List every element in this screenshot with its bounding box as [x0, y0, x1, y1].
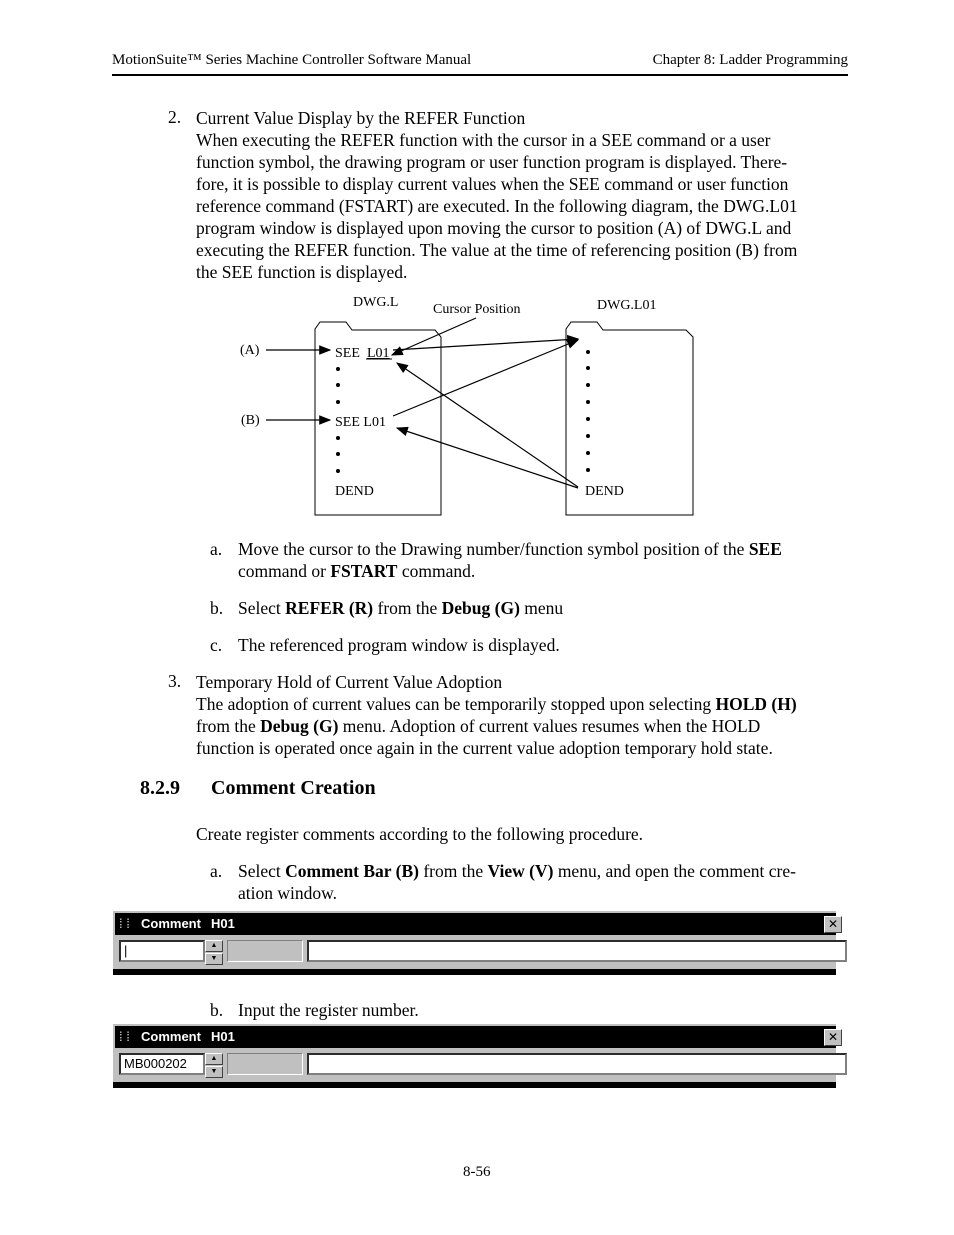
step-bold: FSTART — [330, 561, 398, 581]
step-bold: SEE — [748, 539, 782, 559]
comment-bar-title: Comment — [141, 916, 201, 931]
item2-line: the SEE function is displayed. — [196, 262, 408, 282]
arrow-b-to-right — [393, 340, 578, 416]
label-a: (A) — [240, 343, 260, 358]
item2-line: fore, it is possible to display current values when the SEE command or user function — [196, 174, 789, 194]
left-window-title: DWG.L — [353, 295, 399, 310]
comment-bar-window — [113, 1024, 839, 1088]
comment-bar-register: H01 — [211, 1029, 235, 1044]
step-text: menu, and open the comment cre- — [553, 861, 796, 881]
item2-line: reference command (FSTART) are executed. In the following diagram, the DWG.L01 — [196, 196, 798, 216]
grip-icon: ⁞ ⁞ — [119, 1029, 130, 1044]
right-window-dots — [586, 350, 590, 472]
item3-text: function is operated once again in the current value adoption temporary hold state. — [196, 738, 773, 758]
comment-text-input[interactable] — [307, 1053, 847, 1075]
section-intro: Create register comments according to the following procedure. — [196, 824, 644, 844]
spin-down-icon[interactable]: ▼ — [205, 1066, 223, 1078]
item2-title: Current Value Display by the REFER Function — [196, 108, 526, 128]
refer-step-a-marker: a. — [210, 539, 223, 559]
item3-bold: Debug (G) — [260, 716, 339, 736]
refer-step-b — [238, 597, 563, 619]
section-title: Comment Creation — [211, 777, 376, 799]
refer-step-c-marker: c. — [210, 635, 223, 655]
header-chapter: Chapter 8: Ladder Programming — [652, 52, 848, 68]
comment-bar-title: Comment — [141, 1029, 201, 1044]
step-text: from the — [373, 598, 442, 618]
section-number: 8.2.9 — [140, 777, 180, 799]
register-value-box — [227, 1053, 303, 1075]
item2-line: function symbol, the drawing program or user function program is displayed. There- — [196, 152, 788, 172]
dend-right: DEND — [585, 484, 624, 499]
comment-bar-titlebar[interactable] — [115, 1026, 839, 1048]
page-number: 8-56 — [463, 1164, 491, 1180]
comment-text-input[interactable] — [307, 940, 847, 962]
step-text: menu — [519, 598, 564, 618]
close-icon[interactable]: ✕ — [824, 916, 842, 933]
item3-block — [196, 671, 846, 759]
spin-down-icon[interactable]: ▼ — [205, 953, 223, 965]
register-number-input[interactable]: | — [119, 940, 205, 962]
register-number-input[interactable]: MB000202 — [119, 1053, 205, 1075]
see-a-prefix: SEE — [335, 346, 360, 361]
step-text: Select — [238, 598, 286, 618]
step-text: from the — [418, 861, 488, 881]
step-bold: Debug (G) — [441, 598, 520, 618]
item3-bold: HOLD (H) — [715, 694, 797, 714]
comment-bar-bottom-edge — [113, 969, 836, 975]
arrow-a-to-right — [393, 339, 578, 350]
refer-step-c: The referenced program window is displayed. — [238, 635, 560, 655]
comment-step-b: Input the register number. — [238, 1000, 419, 1020]
comment-bar-titlebar[interactable] — [115, 913, 839, 935]
step-text: Select — [238, 861, 286, 881]
item2-line: When executing the REFER function with the cursor in a SEE command or a user — [196, 130, 771, 150]
step-text: ation window. — [238, 883, 337, 903]
item2-line: executing the REFER function. The value at the time of referencing position (B) from — [196, 240, 798, 260]
comment-step-a-marker: a. — [210, 861, 223, 881]
comment-step-b-marker: b. — [210, 1000, 224, 1020]
refer-step-b-marker: b. — [210, 598, 224, 618]
comment-step-a — [238, 860, 848, 904]
item3-title: Temporary Hold of Current Value Adoption — [196, 672, 503, 692]
grip-icon: ⁞ ⁞ — [119, 916, 130, 931]
label-b: (B) — [241, 413, 260, 428]
refer-step-a — [238, 538, 848, 582]
step-bold: REFER (R) — [285, 598, 374, 618]
see-a-target: L01 — [367, 346, 390, 361]
spin-up-icon[interactable]: ▲ — [205, 940, 223, 952]
item3-number: 3. — [168, 671, 182, 691]
step-bold: Comment Bar (B) — [285, 861, 419, 881]
refer-diagram — [0, 0, 954, 540]
item3-text: from the — [196, 716, 261, 736]
see-b: SEE L01 — [335, 415, 386, 430]
register-value-box — [227, 940, 303, 962]
step-text: command or — [238, 561, 331, 581]
item2-number: 2. — [168, 107, 182, 127]
item2-line: program window is displayed upon moving the cursor to position (A) of DWG.L and — [196, 218, 792, 238]
register-spinner[interactable] — [205, 1053, 223, 1075]
step-bold: View (V) — [487, 861, 554, 881]
arrow-dend-to-a — [397, 363, 578, 487]
arrow-dend-to-b — [397, 428, 578, 488]
comment-bar-bottom-edge — [113, 1082, 836, 1088]
step-text: Move the cursor to the Drawing number/function symbol position of the — [238, 539, 749, 559]
step-text: command. — [397, 561, 476, 581]
comment-bar-window — [113, 911, 839, 975]
cursor-position-label: Cursor Position — [433, 302, 521, 317]
header-manual-title: MotionSuite™ Series Machine Controller Software Manual — [112, 52, 472, 68]
item3-text: menu. Adoption of current values resumes when the HOLD — [338, 716, 761, 736]
close-icon[interactable]: ✕ — [824, 1029, 842, 1046]
register-spinner[interactable] — [205, 940, 223, 962]
item3-text: The adoption of current values can be temporarily stopped upon selecting — [196, 694, 716, 714]
comment-bar-register: H01 — [211, 916, 235, 931]
dend-left: DEND — [335, 484, 374, 499]
spin-up-icon[interactable]: ▲ — [205, 1053, 223, 1065]
right-window-title: DWG.L01 — [597, 298, 657, 313]
